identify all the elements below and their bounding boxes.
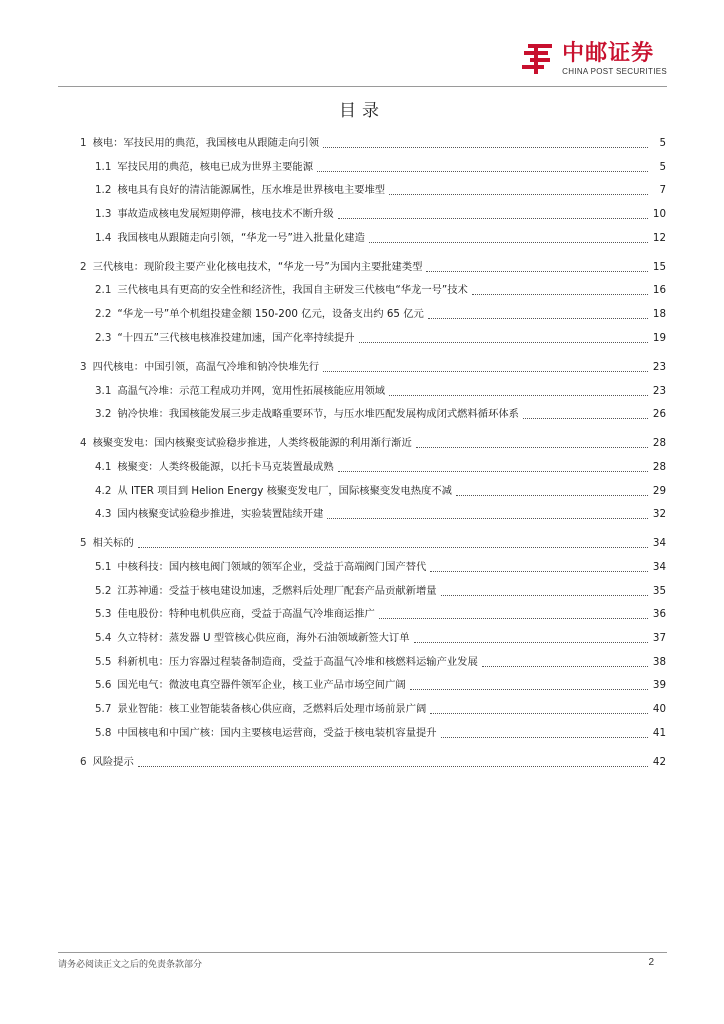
toc-entry-page: 12 bbox=[652, 231, 666, 244]
toc-dot-leader bbox=[426, 271, 648, 272]
toc-dot-leader bbox=[389, 194, 648, 195]
toc-entry-title: 三代核电具有更高的安全性和经济性，我国自主研发三代核电“华龙一号”技术 bbox=[117, 284, 468, 297]
toc-dot-leader bbox=[323, 371, 648, 372]
toc-entry-title: 三代核电：现阶段主要产业化核电技术，“华龙一号”为国内主要批建类型 bbox=[92, 260, 423, 273]
toc-dot-leader bbox=[414, 642, 649, 643]
page-number: 2 bbox=[648, 957, 654, 968]
toc-entry-page: 35 bbox=[652, 584, 666, 597]
toc-entry-page: 40 bbox=[652, 703, 666, 716]
toc-entry-title: 相关标的 bbox=[92, 537, 134, 550]
toc-dot-leader bbox=[369, 242, 648, 243]
toc-chapter-entry[interactable] bbox=[80, 260, 666, 275]
toc-dot-leader bbox=[138, 766, 648, 767]
toc-entry-title: 核聚变发电：国内核聚变试验稳步推进，人类终极能源的利用渐行渐近 bbox=[92, 437, 412, 450]
toc-section-entry[interactable] bbox=[80, 507, 666, 522]
toc-entry-page: 19 bbox=[652, 331, 666, 344]
toc-entry-number: 5 bbox=[80, 537, 87, 550]
toc-entry-page: 28 bbox=[652, 437, 666, 450]
toc-entry-page: 23 bbox=[652, 384, 666, 397]
toc-chapter-entry[interactable] bbox=[80, 536, 666, 551]
toc-entry-title: 核聚变：人类终极能源，以托卡马克装置最成熟 bbox=[117, 460, 334, 473]
toc-dot-leader bbox=[323, 147, 648, 148]
toc-entry-number: 5.5 bbox=[95, 655, 112, 668]
toc-entry-page: 38 bbox=[652, 655, 666, 668]
toc-dot-leader bbox=[441, 595, 648, 596]
toc-entry-page: 41 bbox=[652, 726, 666, 739]
toc-entry-number: 5.3 bbox=[95, 608, 112, 621]
toc-entry-number: 6 bbox=[80, 755, 87, 768]
toc-entry-number: 4.2 bbox=[95, 484, 112, 497]
toc-section-entry[interactable] bbox=[80, 655, 666, 670]
toc-section-entry[interactable] bbox=[80, 584, 666, 599]
toc-dot-leader bbox=[317, 171, 648, 172]
toc-entry-page: 10 bbox=[652, 208, 666, 221]
toc-entry-number: 1.4 bbox=[95, 231, 112, 244]
toc-dot-leader bbox=[410, 689, 648, 690]
toc-section-entry[interactable] bbox=[80, 283, 666, 298]
toc-dot-leader bbox=[379, 618, 648, 619]
toc-dot-leader bbox=[327, 518, 648, 519]
toc-entry-page: 32 bbox=[652, 508, 666, 521]
toc-section-entry[interactable] bbox=[80, 183, 666, 198]
toc-entry-title: 从 ITER 项目到 Helion Energy 核聚变发电厂，国际核聚变发电热度不减 bbox=[117, 484, 452, 497]
toc-entry-page: 29 bbox=[652, 484, 666, 497]
toc-entry-title: 景业智能：核工业智能装备核心供应商，乏燃料后处理市场前景广阔 bbox=[117, 703, 427, 716]
toc-entry-number: 5.7 bbox=[95, 703, 112, 716]
logo-english-name: CHINA POST SECURITIES bbox=[562, 67, 667, 76]
toc-section-entry[interactable] bbox=[80, 460, 666, 475]
footer-disclaimer: 请务必阅读正文之后的免责条款部分 bbox=[58, 960, 203, 970]
toc-entry-page: 37 bbox=[652, 632, 666, 644]
footer-divider bbox=[58, 952, 667, 953]
toc-entry-number: 5.1 bbox=[95, 560, 112, 573]
toc-section-entry[interactable] bbox=[80, 560, 666, 575]
toc-chapter-entry[interactable] bbox=[80, 436, 666, 451]
toc-entry-page: 39 bbox=[652, 679, 666, 692]
toc-section-entry[interactable] bbox=[80, 160, 666, 175]
toc-entry-title: 军技民用的典范，核电已成为世界主要能源 bbox=[117, 160, 314, 173]
logo-chinese-name: 中邮证券 bbox=[562, 41, 655, 66]
toc-section-entry[interactable] bbox=[80, 726, 666, 741]
toc-entry-number: 4.1 bbox=[95, 460, 112, 473]
toc-dot-leader bbox=[441, 737, 648, 738]
toc-entry-title: 久立特材：蒸发器 U 型管核心供应商，海外石油领域新签大订单 bbox=[117, 632, 410, 644]
company-logo bbox=[520, 42, 667, 76]
toc-entry-number: 5.4 bbox=[95, 632, 112, 644]
toc-entry-title: 国内核聚变试验稳步推进，实验装置陆续开建 bbox=[117, 508, 324, 521]
toc-entry-number: 3.2 bbox=[95, 408, 112, 421]
toc-section-entry[interactable] bbox=[80, 331, 666, 346]
toc-dot-leader bbox=[359, 342, 648, 343]
toc-dot-leader bbox=[430, 571, 648, 572]
toc-dot-leader bbox=[416, 447, 648, 448]
toc-entry-page: 15 bbox=[652, 260, 666, 273]
toc-entry-number: 2.3 bbox=[95, 331, 112, 344]
toc-entry-number: 1.2 bbox=[95, 184, 112, 197]
toc-entry-page: 5 bbox=[659, 137, 666, 149]
toc-section-entry[interactable] bbox=[80, 207, 666, 222]
toc-entry-title: 江苏神通：受益于核电建设加速，乏燃料后处理厂配套产品贡献新增量 bbox=[117, 584, 437, 597]
toc-entry-number: 1.3 bbox=[95, 208, 112, 221]
toc-entry-page: 28 bbox=[652, 460, 666, 473]
toc-entry-page: 16 bbox=[652, 284, 666, 297]
toc-entry-number: 2.1 bbox=[95, 284, 112, 297]
toc-entry-title: 风险提示 bbox=[92, 755, 134, 768]
toc-entry-number: 2 bbox=[80, 260, 87, 273]
toc-entry-title: 四代核电：中国引领，高温气冷堆和钠冷快堆先行 bbox=[92, 360, 320, 373]
header-divider bbox=[58, 86, 667, 87]
toc-entry-title: “华龙一号”单个机组投建金额 150-200 亿元，设备支出约 65 亿元 bbox=[117, 308, 424, 321]
toc-entry-title: 核电：军技民用的典范，我国核电从跟随走向引领 bbox=[92, 137, 320, 149]
toc-section-entry[interactable] bbox=[80, 678, 666, 693]
china-post-logo-icon bbox=[520, 42, 554, 76]
toc-entry-title: 钠冷快堆：我国核能发展三步走战略重要环节，与压水堆匹配发展构成闭式燃料循环体系 bbox=[117, 408, 519, 421]
toc-entry-number: 5.6 bbox=[95, 679, 112, 692]
toc-dot-leader bbox=[430, 713, 648, 714]
toc-entry-title: 科新机电：压力容器过程装备制造商，受益于高温气冷堆和核燃料运输产业发展 bbox=[117, 655, 478, 668]
toc-entry-page: 7 bbox=[659, 184, 666, 197]
toc-entry-number: 2.2 bbox=[95, 308, 112, 321]
toc-entry-page: 18 bbox=[652, 308, 666, 321]
toc-entry-page: 34 bbox=[652, 537, 666, 550]
toc-dot-leader bbox=[138, 547, 648, 548]
toc-dot-leader bbox=[389, 395, 648, 396]
toc-entry-number: 5.2 bbox=[95, 584, 112, 597]
toc-title: 目录 bbox=[339, 101, 385, 121]
toc-section-entry[interactable] bbox=[80, 407, 666, 422]
toc-entry-page: 42 bbox=[652, 755, 666, 768]
toc-entry-page: 34 bbox=[652, 560, 666, 573]
toc-entry-page: 23 bbox=[652, 360, 666, 373]
toc-entry-number: 3 bbox=[80, 360, 87, 373]
toc-entry-title: 我国核电从跟随走向引领，“华龙一号”进入批量化建造 bbox=[117, 231, 365, 244]
toc-entry-title: 中国核电和中国广核：国内主要核电运营商，受益于核电装机容量提升 bbox=[117, 726, 437, 739]
toc-entry-title: 核电具有良好的清洁能源属性，压水堆是世界核电主要堆型 bbox=[117, 184, 386, 197]
toc-section-entry[interactable] bbox=[80, 307, 666, 322]
toc-section-entry[interactable] bbox=[80, 384, 666, 399]
toc-section-entry[interactable] bbox=[80, 702, 666, 717]
toc-chapter-entry[interactable] bbox=[80, 136, 666, 151]
toc-section-entry[interactable] bbox=[80, 607, 666, 622]
toc-entry-number: 4.3 bbox=[95, 508, 112, 521]
toc-dot-leader bbox=[338, 218, 648, 219]
toc-entry-number: 1.1 bbox=[95, 160, 112, 173]
toc-entry-number: 1 bbox=[80, 137, 87, 149]
toc-dot-leader bbox=[482, 666, 648, 667]
toc-entry-title: 中核科技：国内核电阀门领域的领军企业，受益于高端阀门国产替代 bbox=[117, 560, 427, 573]
toc-section-entry[interactable] bbox=[80, 631, 666, 646]
toc-section-entry[interactable] bbox=[80, 484, 666, 499]
toc-entry-number: 5.8 bbox=[95, 726, 112, 739]
toc-dot-leader bbox=[428, 318, 648, 319]
toc-chapter-entry[interactable] bbox=[80, 360, 666, 375]
toc-entry-number: 4 bbox=[80, 437, 87, 450]
toc-entry-page: 26 bbox=[652, 408, 666, 421]
toc-chapter-entry[interactable] bbox=[80, 755, 666, 770]
toc-dot-leader bbox=[523, 418, 648, 419]
toc-dot-leader bbox=[472, 294, 648, 295]
toc-dot-leader bbox=[338, 471, 648, 472]
toc-section-entry[interactable] bbox=[80, 231, 666, 246]
toc-entry-page: 36 bbox=[652, 608, 666, 621]
toc-entry-title: 国光电气：微波电真空器件领军企业，核工业产品市场空间广阔 bbox=[117, 679, 406, 692]
toc-entry-number: 3.1 bbox=[95, 384, 112, 397]
toc-entry-title: 事故造成核电发展短期停滞，核电技术不断升级 bbox=[117, 208, 334, 221]
toc-entry-title: 高温气冷堆：示范工程成功并网，宽用性拓展核能应用领域 bbox=[117, 384, 386, 397]
toc-entry-title: “十四五”三代核电核准投建加速，国产化率持续提升 bbox=[117, 331, 355, 344]
toc-dot-leader bbox=[456, 495, 648, 496]
toc-entry-page: 5 bbox=[659, 160, 666, 173]
table-of-contents bbox=[80, 136, 666, 770]
toc-entry-title: 佳电股份：特种电机供应商，受益于高温气冷堆商运推广 bbox=[117, 608, 375, 621]
